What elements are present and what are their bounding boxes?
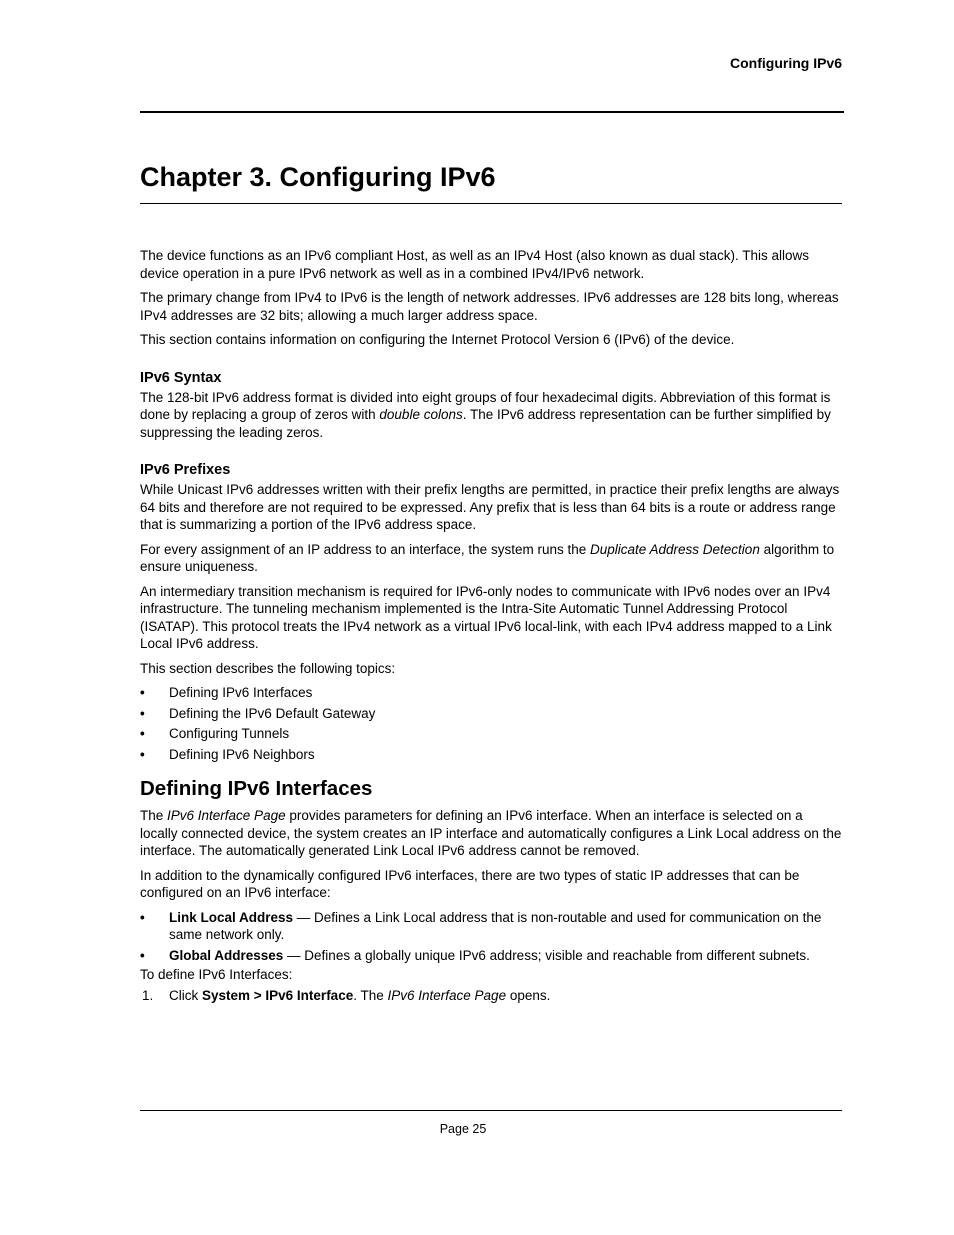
address-type-term: Link Local Address [169,909,294,925]
bullet-icon: • [140,909,145,925]
interfaces-heading: Defining IPv6 Interfaces [140,777,373,800]
prefixes-heading: IPv6 Prefixes [140,462,231,478]
interfaces-p1-italic: IPv6 Interface Page [167,808,286,823]
steps-list [140,987,842,1005]
syntax-paragraph [140,389,842,442]
topic-label: Defining IPv6 Neighbors [169,746,315,762]
interfaces-paragraph-3: To define IPv6 Interfaces: [140,967,293,982]
bullet-icon: • [140,705,145,721]
interfaces-paragraph-2: In addition to the dynamically configured IPv6 interfaces, there are two types of static IP addresses that can be configured on an IPv6 interface: [140,867,800,900]
topics-list [140,684,842,763]
list-item [140,684,842,702]
list-item [140,746,842,764]
prefixes-p2-before: For every assignment of an IP address to an interface, the system runs the [140,541,590,557]
topic-label: Defining IPv6 Interfaces [169,685,313,700]
topic-label: Configuring Tunnels [169,726,290,741]
list-item [140,705,842,723]
bullet-icon: • [140,726,145,741]
prefixes-p2-after: algorithm to ensure uniqueness. [140,541,835,574]
prefixes-p2-italic: Duplicate Address Detection [589,541,760,557]
prefixes-paragraph-1: While Unicast IPv6 addresses written with their prefix lengths are permitted, in practice their prefix lengths are always 64 bits and therefore are not required to be expressed. Any prefix that is less than 64 bits is a route or address range that is summarizing a portion of the IPv6 address space. [140,482,840,532]
address-types-list [140,909,842,965]
interfaces-p1-before: The [140,808,168,823]
chapter-rule [140,203,842,204]
interfaces-paragraph-1 [140,807,842,860]
syntax-italic-term: double colons [379,407,463,422]
step-text-after: opens. [506,987,551,1003]
address-type-desc: — Defines a Link Local address that is non-routable and used for communication on the same network only. [169,909,822,942]
running-header: Configuring IPv6 [730,55,842,71]
list-item [140,947,842,965]
page-number: Page 25 [439,1122,487,1136]
list-item [140,987,842,1005]
footer-rule [140,1110,842,1111]
step-number: 1. [142,987,154,1003]
bullet-icon: • [140,947,145,963]
syntax-text-after: . The IPv6 address representation can be further simplified by suppressing the leading zeros. [140,407,831,440]
bullet-icon: • [140,685,145,700]
interfaces-p1-after: provides parameters for defining an IPv6 interface. When an interface is selected on a locally connected device, the system creates an IP interface and automatically configures a Link Local address on the interface. The automatically generated Link Local IPv6 address cannot be removed. [140,808,842,858]
list-item [140,725,842,743]
intro-paragraph-2: The primary change from IPv4 to IPv6 is the length of network addresses. IPv6 addresses are 128 bits long, whereas IPv4 addresses are 32 bits; allowing a much larger address space. [140,290,839,323]
step-text-before: Click [169,987,202,1003]
bullet-icon: • [140,746,145,762]
header-rule [140,111,844,113]
syntax-text-before: The 128-bit IPv6 address format is divided into eight groups of four hexadecimal digits. Abbreviation of this format is done by replacing a group of zeros with [140,389,831,422]
address-type-term: Global Addresses [169,947,284,963]
step-text-middle: . The [353,987,388,1003]
chapter-title: Chapter 3. Configuring IPv6 [140,162,496,192]
prefixes-paragraph-3: An intermediary transition mechanism is required for IPv6-only nodes to communicate with IPv6 nodes over an IPv4 infrastructure. The tunneling mechanism implemented is the Intra-Site Automatic Tunnel Addressing Protocol (ISATAP). This protocol treats the IPv4 network as a virtual IPv6 local-link, with each IPv4 address mapped to a Link Local IPv6 address. [140,583,832,651]
prefixes-paragraph-2 [140,541,842,576]
step-page-name: IPv6 Interface Page [387,987,507,1003]
topic-label: Defining the IPv6 Default Gateway [169,705,376,721]
intro-paragraph-3: This section contains information on configuring the Internet Protocol Version 6 (IPv6) of the device. [140,332,735,347]
list-item [140,909,842,944]
body-content [140,247,842,1004]
syntax-heading: IPv6 Syntax [140,369,222,386]
prefixes-paragraph-4: This section describes the following topics: [140,660,396,676]
step-menu-path: System > IPv6 Interface [202,987,354,1003]
intro-paragraph-1: The device functions as an IPv6 compliant Host, as well as an IPv4 Host (also known as dual stack). This allows device operation in a pure IPv6 network as well as in a combined IPv4/IPv6 network. [140,248,810,281]
address-type-desc: — Defines a globally unique IPv6 address; visible and reachable from different subnets. [283,947,810,963]
